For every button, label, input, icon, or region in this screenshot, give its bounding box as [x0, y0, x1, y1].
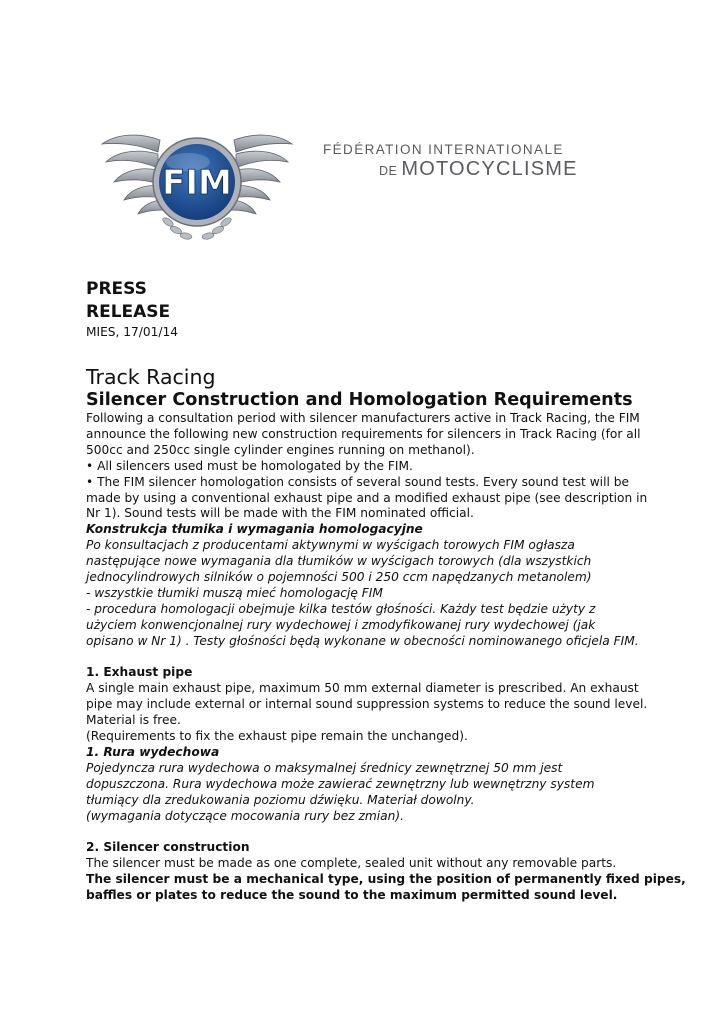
paragraph-line: opisano w Nr 1) . Testy głośności będą wykonane w obecności nominowanego oficjela FIM. [86, 633, 639, 648]
paragraph-line: Po konsultacjach z producentami aktywnymi w wyścigach torowych FIM ogłasza [86, 538, 575, 553]
bullet-item: • All silencers used must be homologated by the FIM. [86, 458, 413, 473]
org-line-2-main: MOTOCYCLISME [401, 158, 578, 180]
org-line-1: FÉDÉRATION INTERNATIONALE [323, 142, 564, 157]
paragraph-line: tłumiący dla zredukowania poziomu dźwięku. Materiał dowolny. [86, 792, 475, 807]
organisation-name [323, 142, 578, 182]
paragraph-line: Material is free. [86, 713, 181, 728]
paragraph-line: The silencer must be a mechanical type, using the position of permanently fixed pipes, [86, 872, 686, 887]
paragraph-line: (wymagania dotyczące mocowania rury bez zmian). [86, 808, 404, 823]
fim-logo [98, 122, 296, 250]
document-body [86, 278, 686, 904]
paragraph-line: made by using a conventional exhaust pipe and a modified exhaust pipe (see description in [86, 490, 648, 505]
polish-heading: 1. Rura wydechowa [86, 745, 220, 760]
bullet-item: • The FIM silencer homologation consists of several sound tests. Every sound test will be [86, 474, 629, 489]
paragraph-line: - wszystkie tłumiki muszą mieć homologację FIM [86, 585, 383, 600]
paragraph-line: announce the following new construction requirements for silencers in Track Racing (for all [86, 426, 641, 441]
paragraph-line: jednocylindrowych silników o pojemności 500 i 250 ccm napędzanych metanolem) [86, 570, 592, 585]
paragraph-line: - procedura homologacji obejmuje kilka testów głośności. Każdy test będzie użyty z [86, 601, 596, 616]
paragraph-line: następujące nowe wymagania dla tłumików w wyścigach torowych (dla wszystkich [86, 554, 592, 569]
paragraph-line: Nr 1). Sound tests will be made with the FIM nominated official. [86, 506, 474, 521]
press-label-line-2: RELEASE [86, 302, 171, 322]
paragraph-line: baffles or plates to reduce the sound to the maximum permitted sound level. [86, 888, 618, 903]
paragraph-line: dopuszczona. Rura wydechowa może zawierać zewnętrzny lub wewnętrzny system [86, 776, 595, 791]
paragraph-line: Pojedyncza rura wydechowa o maksymalnej średnicy zewnętrznej 50 mm jest [86, 760, 563, 775]
section-heading: 2. Silencer construction [86, 840, 250, 855]
page-subtitle: Silencer Construction and Homologation Requirements [86, 390, 633, 410]
org-line-2-prefix: DE [379, 164, 398, 178]
paragraph-line: Following a consultation period with silencer manufacturers active in Track Racing, the FIM [86, 411, 640, 425]
page-title: Track Racing [86, 365, 216, 389]
paragraph-line: The silencer must be made as one complete, sealed unit without any removable parts. [86, 856, 617, 871]
section-silencer-construction [86, 840, 686, 904]
section-exhaust-pipe [86, 665, 656, 824]
org-line-2 [379, 158, 578, 182]
section-heading: 1. Exhaust pipe [86, 665, 193, 680]
paragraph-line: pipe may include external or internal sound suppression systems to reduce the sound level. [86, 697, 648, 712]
fim-logo-text: FIM [162, 163, 232, 203]
press-date: MIES, 17/01/14 [86, 325, 179, 339]
polish-heading: Konstrukcja tłumika i wymagania homologacyjne [86, 522, 423, 537]
intro-english [86, 411, 656, 522]
intro-polish [86, 522, 656, 649]
paragraph-line: A single main exhaust pipe, maximum 50 mm external diameter is prescribed. An exhaust [86, 681, 639, 696]
paragraph-line: (Requirements to fix the exhaust pipe remain the unchanged). [86, 729, 468, 744]
paragraph-line: 500cc and 250cc single cylinder engines running on methanol). [86, 442, 475, 457]
press-label-line-1: PRESS [86, 279, 147, 299]
paragraph-line: użyciem konwencjonalnej rury wydechowej i zmodyfikowanej rury wydechowej (jak [86, 617, 596, 632]
